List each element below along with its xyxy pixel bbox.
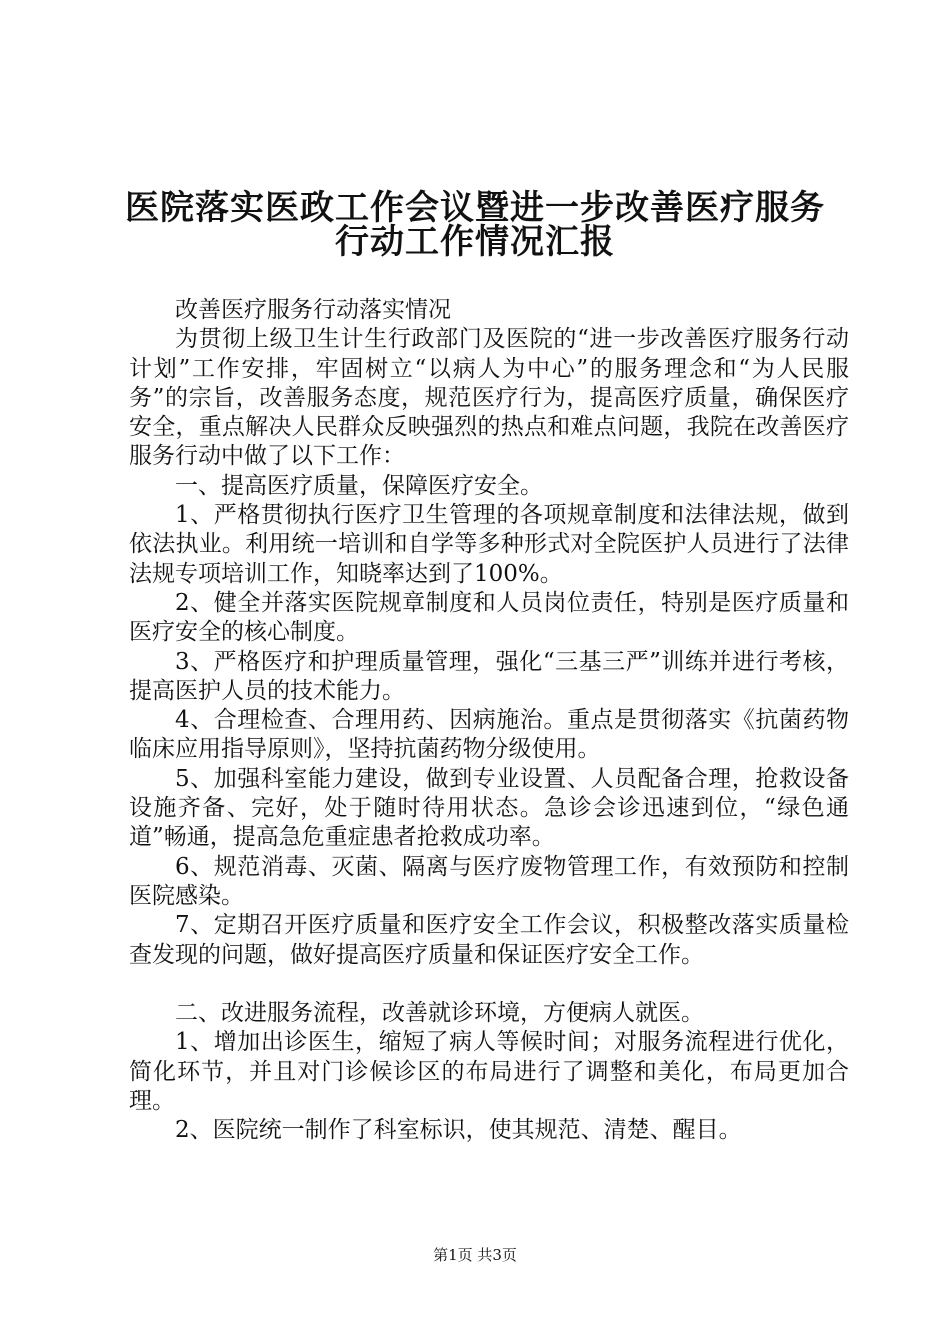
paragraph-2-2: 2、医院统一制作了科室标识，使其规范、清楚、醒目。 xyxy=(175,1117,742,1144)
paragraph-1-7: 7、定期召开医疗质量和医疗安全工作会议，积极整改落实质量检查发现的问题，做好提高医疗质量和保证医疗安全工作。 xyxy=(129,912,849,968)
paragraph-1-1: 1、严格贯彻执行医疗卫生管理的各项规章制度和法律法规，做到依法执业。利用统一培训和自学等多种形式对全院医护人员进行了法律法规专项培训工作，知晓率达到了100%。 xyxy=(129,502,849,587)
section-subtitle: 改善医疗服务行动落实情况 xyxy=(175,297,451,323)
section-heading-1: 一、提高医疗质量，保障医疗安全。 xyxy=(175,472,543,499)
paragraph-1-2: 2、健全并落实医院规章制度和人员岗位责任，特别是医疗质量和医疗安全的核心制度。 xyxy=(129,589,849,646)
document-title-line-1: 医院落实医政工作会议暨进一步改善医疗服务 xyxy=(125,188,825,228)
paragraph-1-5: 5、加强科室能力建设，做到专业设置、人员配备合理，抢救设备设施齐备、完好，处于随时待用状态。急诊会诊迅速到位，“绿色通道”畅通，提高急危重症患者抢救成功率。 xyxy=(129,765,849,851)
paragraph-1-6: 6、规范消毒、灭菌、隔离与医疗废物管理工作，有效预防和控制医院感染。 xyxy=(129,853,849,909)
document-body xyxy=(129,296,849,1146)
page-footer: 第1页 共3页 xyxy=(433,1246,517,1264)
section-heading-2: 二、改进服务流程，改善就诊环境，方便病人就医。 xyxy=(175,1000,704,1027)
document-title-line-2: 行动工作情况汇报 xyxy=(335,222,615,262)
paragraph-1-3: 3、严格医疗和护理质量管理，强化“三基三严”训练并进行考核，提高医护人员的技术能力。 xyxy=(129,648,849,704)
paragraph-2-1: 1、增加出诊医生，缩短了病人等候时间；对服务流程进行优化，简化环节，并且对门诊候诊区的布局进行了调整和美化，布局更加合理。 xyxy=(129,1029,849,1115)
intro-paragraph: 为贯彻上级卫生计生行政部门及医院的“进一步改善医疗服务行动计划”工作安排，牢固树立“以病人为中心”的服务理念和“为人民服务”的宗旨，改善服务态度，规范医疗行为，提高医疗质量，确保医疗安全，重点解决人民群众反映强烈的热点和难点问题，我院在改善医疗服务行动中做了以下工作： xyxy=(129,326,849,470)
paragraph-1-4: 4、合理检查、合理用药、因病施治。重点是贯彻落实《抗菌药物临床应用指导原则》，坚持抗菌药物分级使用。 xyxy=(129,707,849,763)
